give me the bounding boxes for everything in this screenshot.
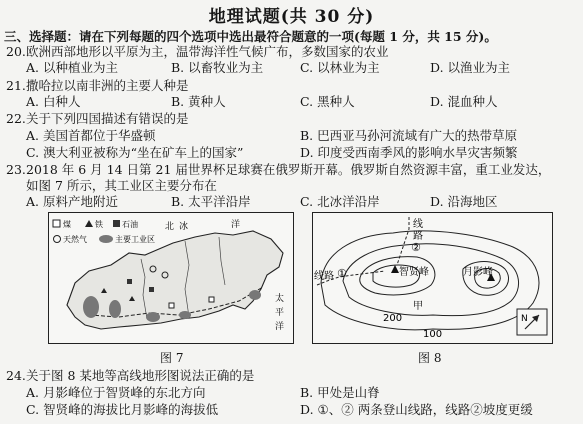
peak-label-yueying: 月影峰: [463, 267, 493, 278]
question-20: [6, 44, 389, 60]
legend-coal: 煤: [63, 220, 71, 229]
industry-legend-icon: [99, 235, 113, 243]
contour-label-200: 200: [383, 313, 403, 324]
question-23: [6, 162, 550, 178]
option-24-d: D. ①、② 两条登山线路，线路②坡度更缓: [300, 402, 533, 417]
question-number: 21.: [6, 78, 26, 93]
industrial-region: [146, 312, 160, 322]
question-stem: 关于下列四国描述有错误的是: [26, 111, 189, 126]
option-22-a: A. 美国首都位于华盛顿: [26, 128, 156, 143]
peak-label-zhixian: 智贤峰: [399, 267, 429, 278]
figure-8-caption: 图 8: [418, 351, 442, 365]
legend-iron: 铁: [95, 220, 103, 229]
question-number: 20.: [6, 44, 26, 59]
ocean-label: 平: [275, 308, 285, 318]
ocean-label: 北: [165, 222, 175, 232]
legend-industry: 主要工业区: [115, 235, 155, 244]
industrial-region: [109, 300, 121, 318]
oil-symbol: [127, 279, 132, 284]
route-2-line: [397, 217, 409, 265]
industrial-region: [83, 296, 99, 318]
route-label-top-2: 路: [413, 231, 423, 242]
route-mark-2: ②: [411, 241, 421, 254]
option-24-a: A. 月影峰位于智贤峰的东北方向: [26, 385, 206, 400]
option-22-b: B. 巴西亚马孙河流域有广大的热带草原: [300, 128, 518, 143]
option-24-c: C. 智贤峰的海拔比月影峰的海拔低: [26, 402, 219, 417]
option-23-d: D. 沿海地区: [430, 194, 498, 209]
option-20-c: C. 以林业为主: [300, 60, 380, 75]
option-24-b: B. 甲处是山脊: [300, 385, 380, 400]
coal-legend-icon: [53, 220, 60, 227]
option-21-d: D. 混血种人: [430, 94, 498, 109]
contour-label-100: 100: [423, 329, 443, 340]
option-22-d: D. 印度受西南季风的影响水旱灾害频繁: [300, 145, 518, 160]
route-label-top: 线: [413, 219, 423, 230]
industrial-region: [179, 311, 191, 319]
option-21-b: B. 黄种人: [171, 94, 226, 109]
route-label: 线路: [314, 271, 334, 282]
section-instructions: 三、选择题：请在下列每题的四个选项中选出最符合题意的一项(每题 1 分，共 15 分)。: [4, 29, 497, 44]
route-mark-1: ①: [337, 267, 347, 280]
question-stem: 关于图 8 某地等高线地形图说法正确的是: [26, 368, 255, 383]
oil-legend-icon: [113, 220, 120, 227]
page-title: 地理试题(共 30 分): [208, 7, 375, 27]
jia-label: 甲: [413, 301, 423, 312]
option-21-a: A. 白种人: [26, 94, 81, 109]
legend-gas: 天然气: [63, 235, 87, 244]
option-23-c: C. 北冰洋沿岸: [300, 194, 380, 209]
gas-legend-icon: [54, 236, 61, 243]
question-24: [6, 368, 254, 384]
question-number: 24.: [6, 368, 26, 383]
question-21: [6, 78, 189, 94]
question-23-stem-line2: 如图 7 所示，其工业区主要分布在: [26, 178, 217, 193]
option-21-c: C. 黑种人: [300, 94, 355, 109]
ocean-label: 洋: [275, 322, 285, 332]
peak-marker: [391, 265, 399, 273]
oil-symbol: [149, 287, 154, 292]
coal-symbol: [169, 303, 174, 308]
option-23-a: A. 原料产地附近: [26, 194, 118, 209]
contour-map-graphic: [313, 213, 552, 343]
option-22-c: C. 澳大利亚被称为“坐在矿车上的国家”: [26, 145, 244, 160]
question-22: [6, 111, 189, 127]
north-label: N: [521, 314, 528, 324]
ocean-label: 冰: [179, 222, 189, 232]
ocean-label: 洋: [231, 220, 241, 230]
option-20-a: A. 以种植业为主: [26, 60, 118, 75]
ocean-label: 太: [275, 294, 285, 304]
question-stem: 撒哈拉以南非洲的主要人种是: [26, 78, 189, 93]
option-20-b: B. 以畜牧业为主: [171, 60, 264, 75]
figure-7-map: [48, 212, 294, 344]
option-23-b: B. 太平洋沿岸: [171, 194, 251, 209]
question-number: 22.: [6, 111, 26, 126]
iron-legend-icon: [85, 220, 93, 227]
russia-map-graphic: [49, 213, 293, 343]
coal-symbol: [209, 297, 214, 302]
legend-oil: 石油: [122, 220, 138, 229]
question-number: 23.: [6, 162, 26, 177]
question-stem: 2018 年 6 月 14 日第 21 届世界杯足球赛在俄罗斯开幕。俄罗斯自然资源丰富，重工业发达，: [26, 162, 551, 177]
industrial-region: [249, 290, 261, 300]
option-20-d: D. 以渔业为主: [430, 60, 511, 75]
figure-8-contour-map: [312, 212, 553, 344]
figure-7-caption: 图 7: [160, 351, 184, 365]
question-stem: 欧洲西部地形以平原为主，温带海洋性气候广布，多数国家的农业: [26, 44, 389, 59]
